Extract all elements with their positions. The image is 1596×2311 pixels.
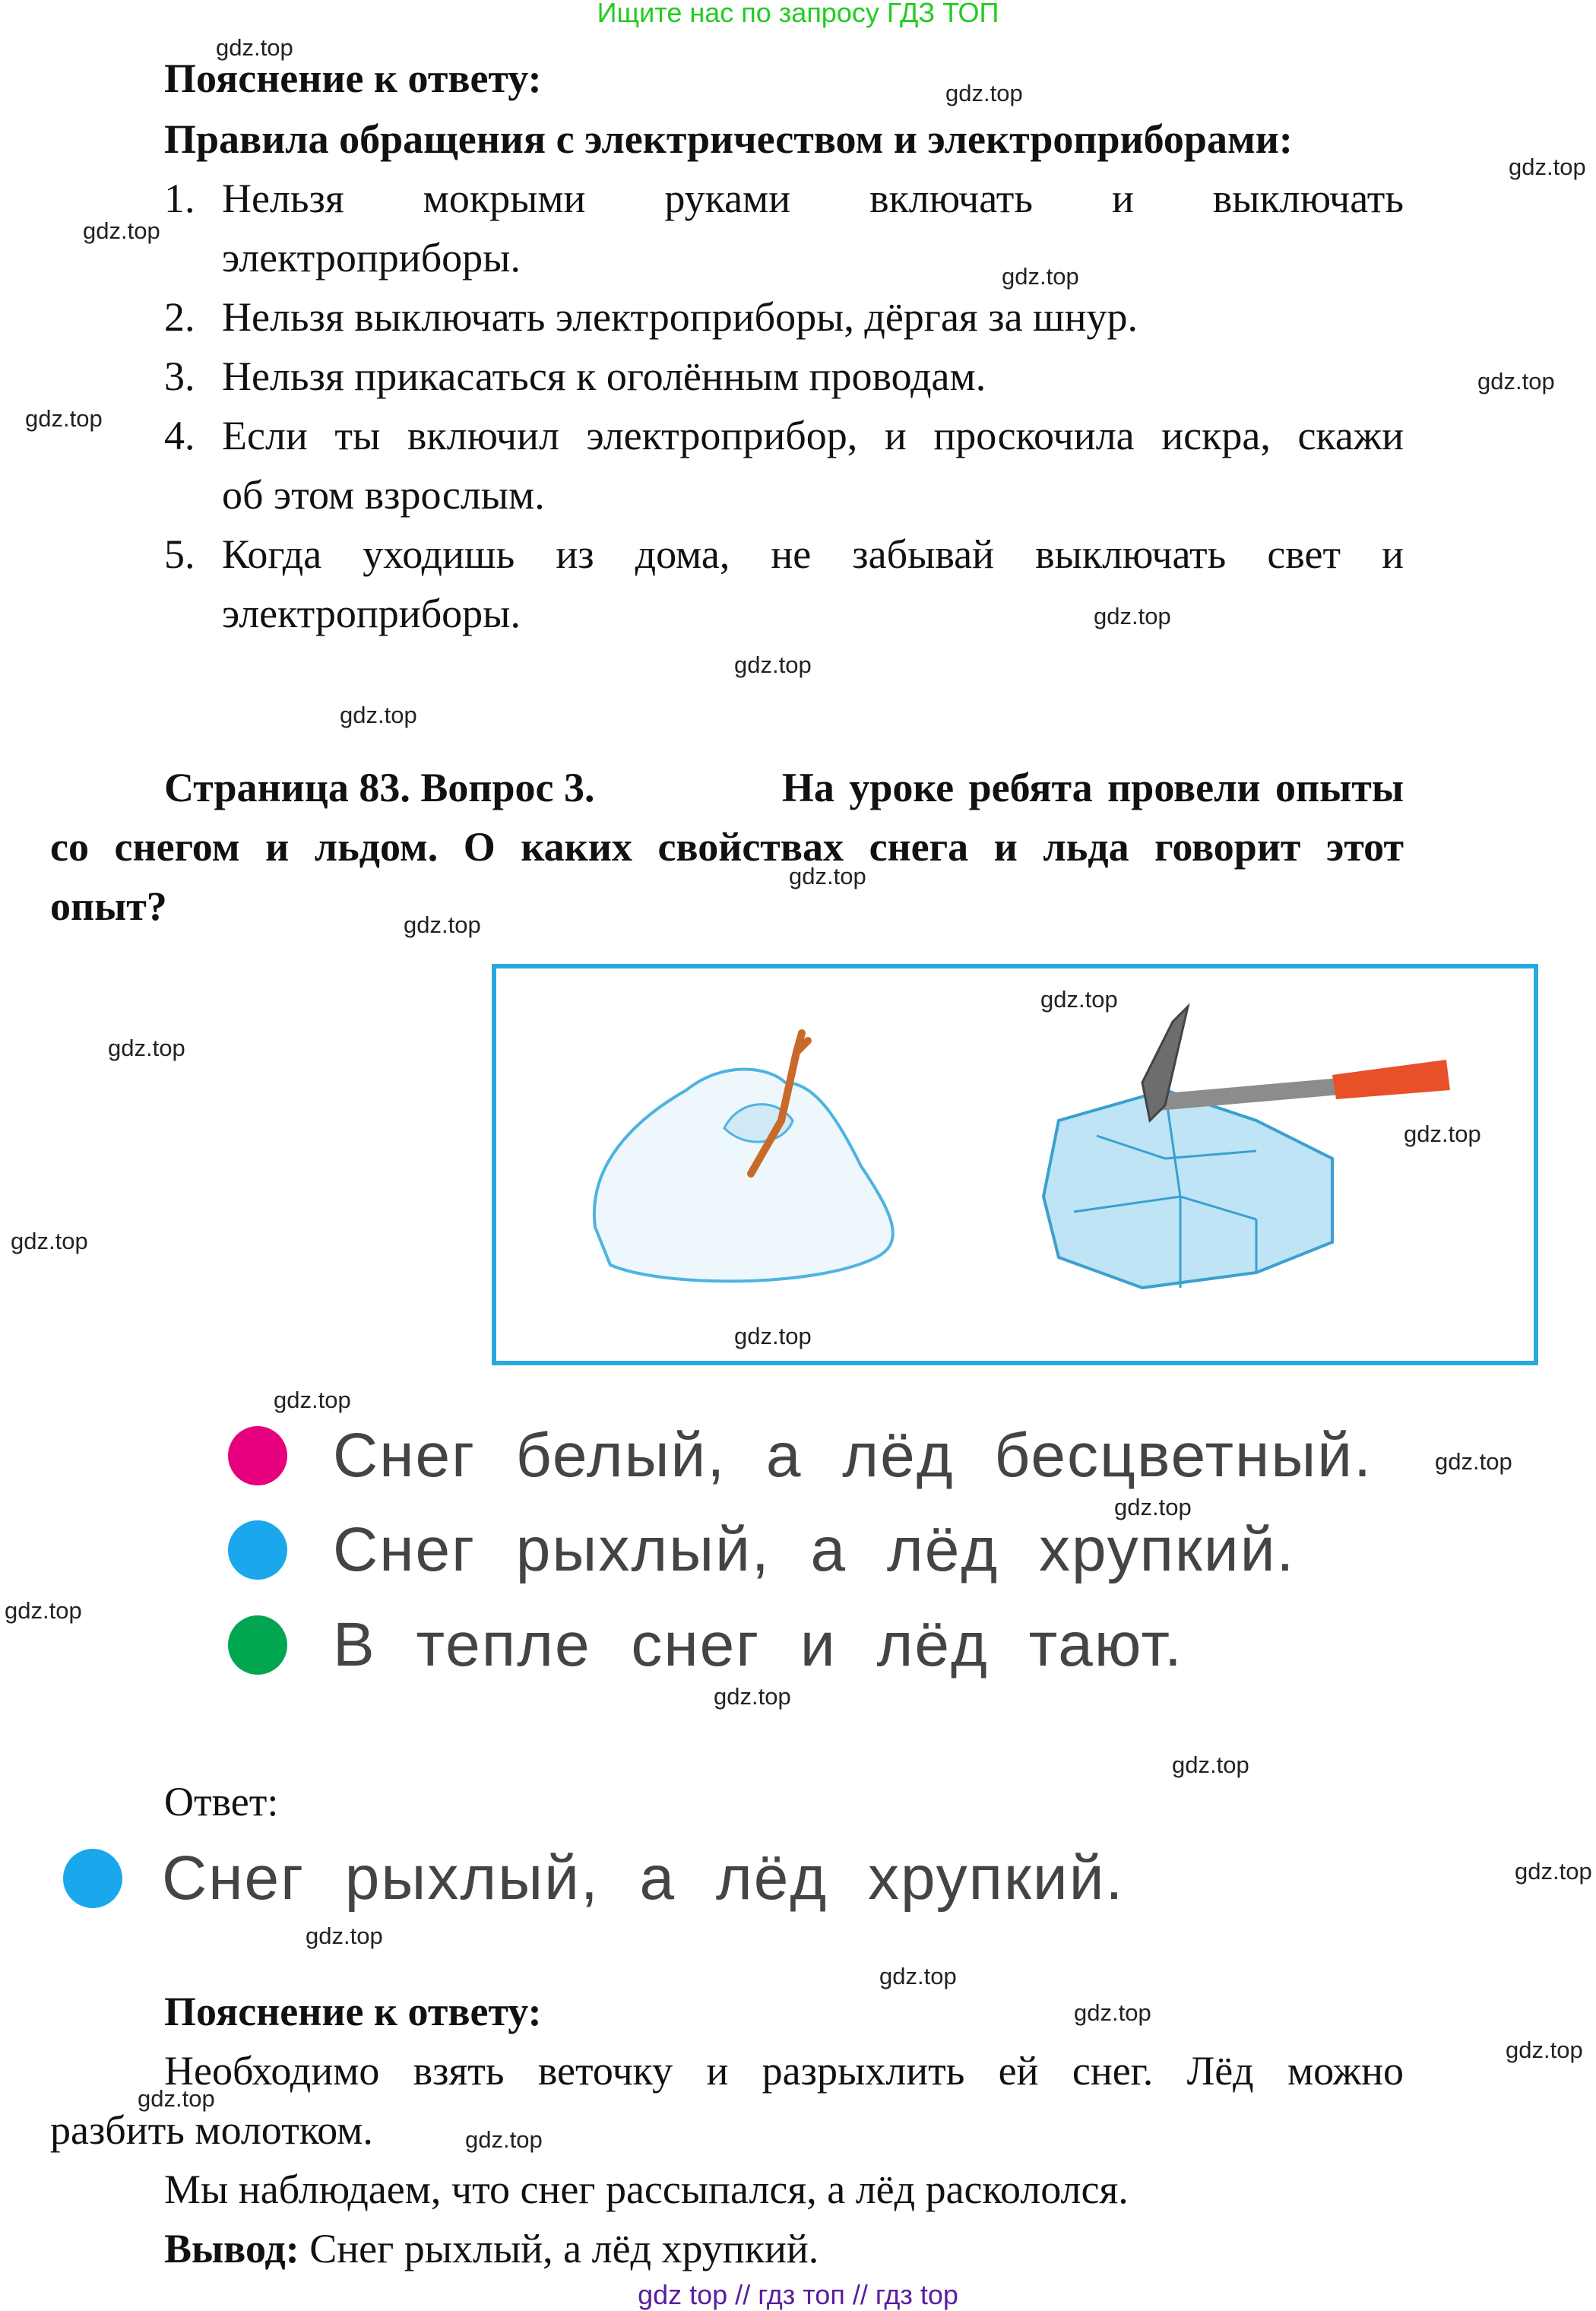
experiment-illustration	[492, 964, 1538, 1365]
explanation-heading: Пояснение к ответу:	[164, 55, 542, 101]
question-text: На уроке ребята провели опыты	[781, 765, 1404, 810]
watermark: gdz.top	[216, 34, 293, 61]
watermark: gdz.top	[108, 1035, 185, 1061]
rule-text: Когда уходишь из дома, не забывай выключать свет и	[222, 531, 1404, 577]
watermark: gdz.top	[1040, 986, 1118, 1013]
rule-number: 1.	[164, 176, 195, 221]
answer-label: Ответ:	[164, 1779, 279, 1824]
rule-number: 5.	[164, 531, 195, 577]
explanation-line-1: Необходимо взять веточку и разрыхлить ей снег. Лёд можно	[164, 2048, 1404, 2094]
watermark: gdz.top	[1172, 1751, 1249, 1778]
rule-1	[164, 173, 1404, 223]
question-line-2: со снегом и льдом. О каких свойствах снега и льда говорит этот	[50, 824, 1404, 870]
answer-text: Снег рыхлый, а лёд хрупкий.	[162, 1843, 1125, 1913]
watermark: gdz.top	[465, 2126, 543, 2153]
blue-dot-icon	[63, 1849, 122, 1908]
watermark: gdz.top	[714, 1683, 791, 1710]
conclusion	[164, 2224, 819, 2274]
blue-dot-icon	[228, 1520, 287, 1580]
ice-blocks-with-hammer-icon	[1043, 1007, 1450, 1288]
question-number: Страница 83. Вопрос 3.	[164, 765, 595, 810]
watermark: gdz.top	[1515, 1858, 1592, 1885]
rule-text: Нельзя прикасаться к оголённым проводам.	[222, 353, 986, 399]
answer-option	[63, 1842, 1124, 1915]
rule-4-cont: об этом взрослым.	[222, 472, 545, 518]
watermark: gdz.top	[879, 1963, 957, 1989]
option-3	[228, 1609, 1183, 1682]
watermark: gdz.top	[1509, 154, 1586, 180]
rule-number: 4.	[164, 413, 195, 458]
watermark: gdz.top	[306, 1923, 383, 1949]
watermark: gdz.top	[1002, 263, 1079, 290]
watermark: gdz.top	[340, 702, 417, 728]
rule-text: Нельзя мокрыми руками включать и выключать	[222, 176, 1404, 221]
watermark: gdz.top	[1506, 2037, 1583, 2063]
watermark: gdz.top	[734, 1323, 812, 1349]
magenta-dot-icon	[228, 1426, 287, 1485]
option-text: Снег белый, а лёд бесцветный.	[333, 1421, 1373, 1490]
watermark: gdz.top	[83, 217, 160, 244]
watermark: gdz.top	[945, 80, 1023, 106]
watermark: gdz.top	[5, 1597, 82, 1624]
option-text: Снег рыхлый, а лёд хрупкий.	[333, 1515, 1296, 1584]
question-line-1	[164, 762, 1404, 813]
option-2	[228, 1514, 1295, 1587]
watermark: gdz.top	[1404, 1121, 1481, 1147]
rule-number: 3.	[164, 353, 195, 399]
rule-2	[164, 292, 1138, 342]
watermark: gdz.top	[789, 863, 866, 889]
rule-1-cont: электроприборы.	[222, 235, 521, 281]
rule-number: 2.	[164, 294, 195, 340]
watermark: gdz.top	[1094, 603, 1171, 629]
rule-5	[164, 529, 1404, 579]
rule-4	[164, 411, 1404, 461]
question-line-3: опыт?	[50, 883, 167, 929]
rule-5-cont: электроприборы.	[222, 591, 521, 636]
explanation-heading-2: Пояснение к ответу:	[164, 1989, 542, 2034]
option-text: В тепле снег и лёд тают.	[333, 1610, 1183, 1679]
watermark: gdz.top	[734, 651, 812, 678]
snow-and-ice-image	[496, 968, 1534, 1361]
watermark: gdz.top	[25, 405, 103, 432]
watermark: gdz.top	[1435, 1448, 1512, 1475]
green-dot-icon	[228, 1615, 287, 1675]
explanation-line-3: Мы наблюдаем, что снег рассыпался, а лёд раскололся.	[164, 2167, 1129, 2212]
rule-text: Если ты включил электроприбор, и проскочила искра, скажи	[222, 413, 1404, 458]
watermark: gdz.top	[404, 911, 481, 938]
explanation-line-2: разбить молотком.	[50, 2107, 373, 2153]
rule-text: Нельзя выключать электроприборы, дёргая за шнур.	[222, 294, 1138, 340]
watermark: gdz.top	[138, 2085, 215, 2112]
rules-heading: Правила обращения с электричеством и электроприборами:	[164, 116, 1293, 162]
rule-3	[164, 351, 986, 401]
watermark: gdz.top	[274, 1387, 351, 1413]
search-banner: Ищите нас по запросу ГДЗ ТОП	[597, 0, 999, 28]
option-1	[228, 1419, 1373, 1492]
footer-links[interactable]: gdz top // гдз топ // гдз top	[638, 2279, 958, 2310]
watermark: gdz.top	[1477, 368, 1555, 395]
watermark: gdz.top	[11, 1228, 88, 1254]
conclusion-text: Снег рыхлый, а лёд хрупкий.	[299, 2226, 819, 2271]
watermark: gdz.top	[1114, 1494, 1192, 1520]
conclusion-label: Вывод:	[164, 2226, 299, 2271]
watermark: gdz.top	[1074, 1999, 1151, 2026]
snow-pile-icon	[594, 1033, 893, 1281]
